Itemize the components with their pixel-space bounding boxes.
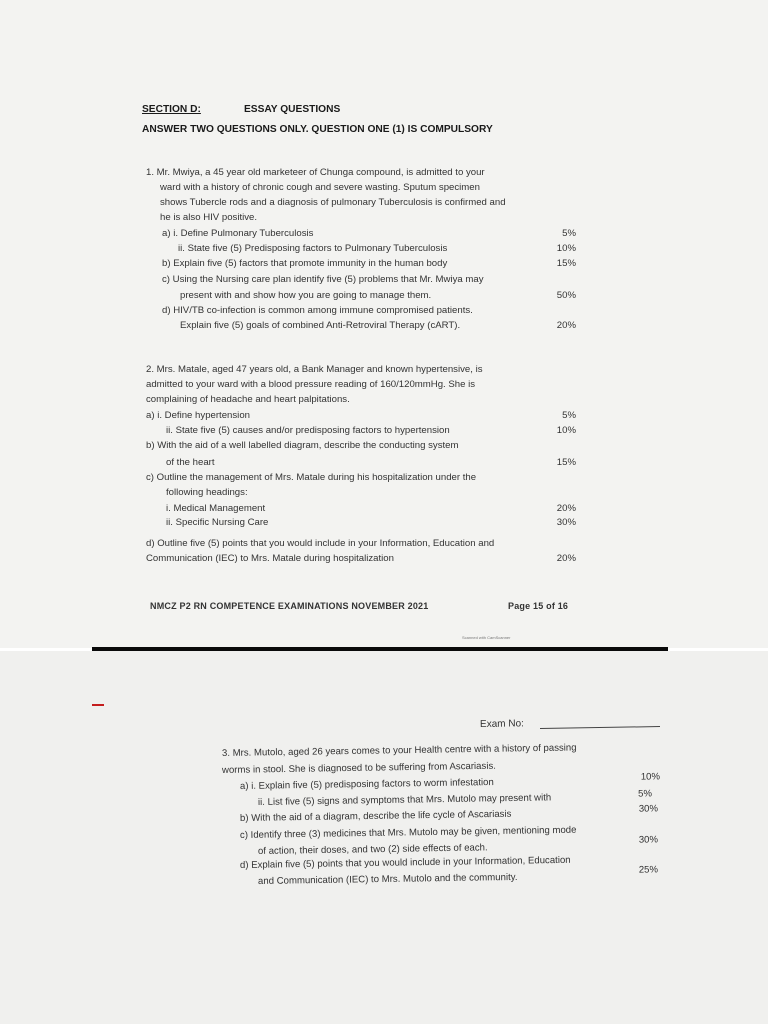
q2-item-percent: 30% bbox=[556, 517, 576, 528]
q1-line: he is also HIV positive. bbox=[160, 212, 258, 223]
q3-item: a) i. Explain five (5) predisposing factors to worm infestation bbox=[239, 777, 494, 792]
footer-exam-name: NMCZ P2 RN COMPETENCE EXAMINATIONS NOVEMBER 2021 bbox=[150, 601, 429, 611]
q1-item-percent: 5% bbox=[562, 228, 576, 239]
q3-item-percent: 10% bbox=[640, 771, 661, 783]
q1-item: d) HIV/TB co-infection is common among immune compromised patients. bbox=[162, 305, 473, 316]
q3-item: and Communication (IEC) to Mrs. Mutolo and the community. bbox=[257, 871, 518, 887]
section-label: SECTION D: bbox=[142, 104, 201, 115]
q1-item-percent: 50% bbox=[556, 290, 576, 301]
q1-item: c) Using the Nursing care plan identify five (5) problems that Mr. Mwiya may bbox=[162, 274, 484, 285]
q3-line: 3. Mrs. Mutolo, aged 26 years comes to your Health centre with a history of passing bbox=[221, 742, 577, 759]
q2-item: following headings: bbox=[166, 487, 248, 498]
q1-item: present with and show how you are going to manage them. bbox=[180, 290, 432, 301]
q2-item: i. Medical Management bbox=[166, 503, 266, 514]
q2-item: b) With the aid of a well labelled diagram, describe the conducting system bbox=[146, 440, 459, 451]
q1-line: shows Tubercle rods and a diagnosis of pulmonary Tuberculosis is confirmed and bbox=[160, 197, 506, 208]
q2-item-percent: 20% bbox=[556, 503, 576, 514]
q2-item: d) Outline five (5) points that you would include in your Information, Education and bbox=[146, 538, 495, 549]
q3-line: worms in stool. She is diagnosed to be suffering from Ascariasis. bbox=[221, 760, 496, 776]
q2-item-percent: 20% bbox=[556, 553, 576, 564]
q3-item: d) Explain five (5) points that you would include in your Information, Education bbox=[239, 854, 571, 871]
q2-item-percent: 10% bbox=[556, 425, 576, 436]
q2-item: of the heart bbox=[166, 457, 215, 468]
q3-item-percent: 25% bbox=[638, 864, 659, 876]
q2-item: ii. Specific Nursing Care bbox=[166, 517, 269, 528]
scanner-watermark: Scanned with CamScanner bbox=[462, 635, 511, 640]
section-title: ESSAY QUESTIONS bbox=[244, 104, 341, 115]
footer-page-number: Page 15 of 16 bbox=[508, 601, 569, 611]
q3-item: ii. List five (5) signs and symptoms that Mrs. Mutolo may present with bbox=[257, 792, 552, 808]
q2-line: admitted to your ward with a blood pressure reading of 160/120mmHg. She is bbox=[146, 379, 476, 390]
q3-item-percent: 30% bbox=[638, 834, 659, 846]
instruction: ANSWER TWO QUESTIONS ONLY. QUESTION ONE (1) IS COMPULSORY bbox=[142, 124, 493, 135]
q1-line: ward with a history of chronic cough and severe wasting. Sputum specimen bbox=[160, 182, 480, 193]
q1-item-percent: 20% bbox=[556, 320, 576, 331]
red-pen-mark bbox=[92, 704, 104, 706]
q2-item: c) Outline the management of Mrs. Matale during his hospitalization under the bbox=[146, 472, 477, 483]
q1-item-percent: 10% bbox=[556, 243, 576, 254]
q2-item: ii. State five (5) causes and/or predisposing factors to hypertension bbox=[166, 425, 450, 436]
q3-item: b) With the aid of a diagram, describe the life cycle of Ascariasis bbox=[239, 808, 512, 824]
q3-item: of action, their doses, and two (2) side effects of each. bbox=[257, 842, 488, 857]
q1-item-percent: 15% bbox=[556, 258, 576, 269]
q2-line: complaining of headache and heart palpitations. bbox=[146, 394, 350, 405]
q3-item-percent: 30% bbox=[638, 803, 659, 815]
q1-item: ii. State five (5) Predisposing factors to Pulmonary Tuberculosis bbox=[178, 243, 448, 254]
q2-item-percent: 5% bbox=[562, 410, 576, 421]
q3-item: c) Identify three (3) medicines that Mrs. Mutolo may be given, mentioning mode bbox=[239, 824, 577, 841]
q2-item: Communication (IEC) to Mrs. Matale during hospitalization bbox=[146, 553, 394, 564]
q1-item: b) Explain five (5) factors that promote immunity in the human body bbox=[162, 258, 448, 269]
q2-line: 2. Mrs. Matale, aged 47 years old, a Bank Manager and known hypertensive, is bbox=[146, 364, 483, 375]
q1-item: a) i. Define Pulmonary Tuberculosis bbox=[162, 228, 314, 239]
q2-item-percent: 15% bbox=[556, 457, 576, 468]
q1-item: Explain five (5) goals of combined Anti-Retroviral Therapy (cART). bbox=[180, 320, 461, 331]
q1-line: 1. Mr. Mwiya, a 45 year old marketeer of Chunga compound, is admitted to your bbox=[146, 167, 485, 178]
q2-item: a) i. Define hypertension bbox=[146, 410, 250, 421]
q3-item-percent: 5% bbox=[638, 788, 653, 800]
exam-no-label: Exam No: bbox=[479, 718, 524, 730]
